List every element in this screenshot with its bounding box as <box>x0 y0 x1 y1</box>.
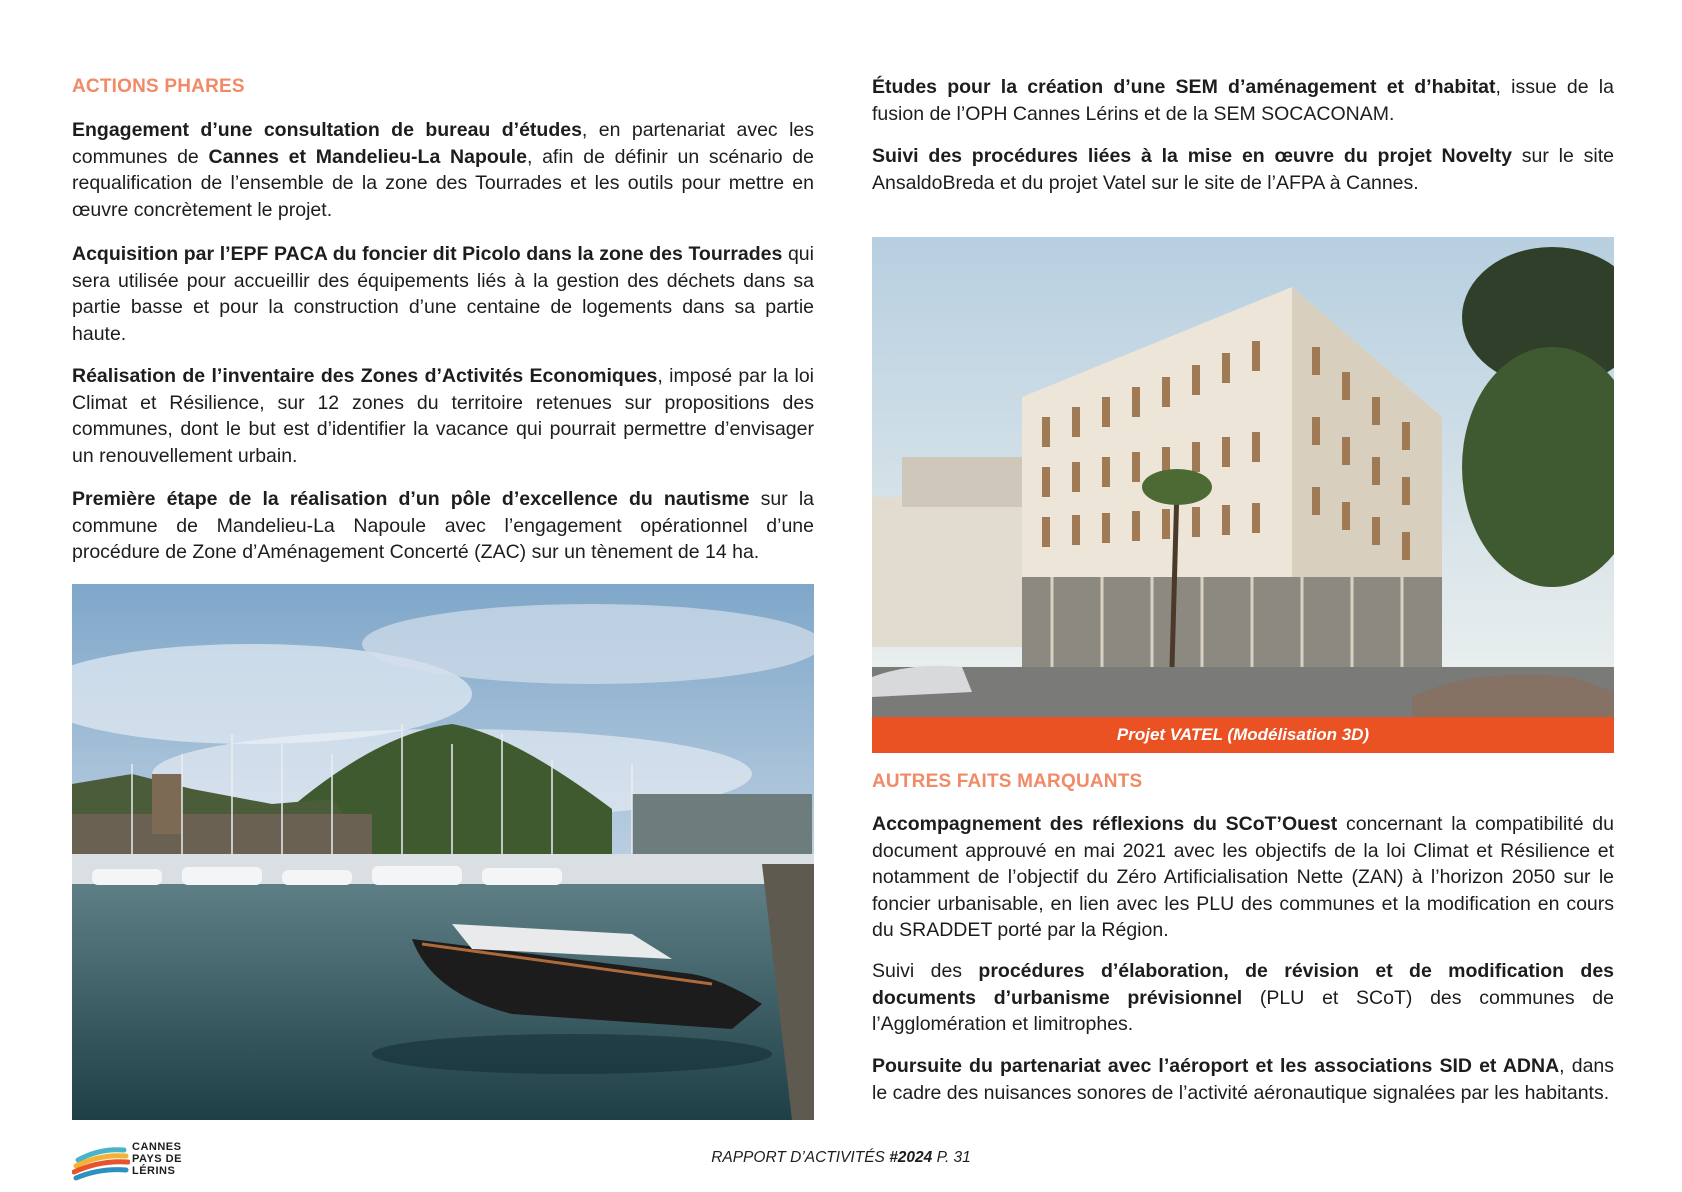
text: Suivi des <box>872 960 979 982</box>
bold-text: Cannes et Mandelieu-La Napoule <box>208 145 527 168</box>
paragraph-acquisition <box>72 241 814 347</box>
paragraph-scot <box>872 811 1614 944</box>
paragraph-aeroport <box>872 1053 1614 1106</box>
logo-line: CANNES <box>132 1141 182 1153</box>
text: , afin de définir un scénario de requalification de l’ensemble de la zone des Tourrades et les outils pour mettre en œuvre concrètement le projet. <box>72 145 814 221</box>
text: sur le site AnsaldoBreda et du projet Vatel sur le site de l’AFPA à Cannes. <box>872 145 1614 194</box>
bold-text: Suivi des procédures liées à la mise en œuvre du projet Novelty <box>872 145 1512 167</box>
report-label: RAPPORT D’ACTIVITÉS <box>711 1149 890 1166</box>
text: (PLU et SCoT) des communes de l’Agglomération et limitrophes. <box>872 986 1614 1035</box>
paragraph-inventaire <box>72 363 814 469</box>
paragraph-consultation <box>72 117 814 223</box>
text: , issue de la fusion de l’OPH Cannes Lérins et de la SEM SOCACONAM. <box>872 76 1614 125</box>
logo-line: PAYS DE <box>132 1153 182 1165</box>
text: concernant la compatibilité du document approuvé en mai 2021 avec les objectifs de la loi Climat et Résilience et notamment de l’objectif du Zéro Artificialisation Nette (ZAN) à l’horizon 2050 sur le foncier urbanisable, en lien avec les PLU des communes et la modification en cours du SRADDET porté par la Région. <box>872 813 1614 941</box>
harbor-photo <box>72 584 814 1120</box>
bold-text: Études pour la création d’une SEM d’aménagement et d’habitat <box>872 76 1496 98</box>
text: , dans le cadre des nuisances sonores de l’activité aéronautique signalées par les habitants. <box>872 1055 1615 1104</box>
bold-text: Accompagnement des réflexions du SCoT’Ouest <box>872 813 1338 835</box>
page-footer <box>0 1149 1682 1167</box>
paragraph-nautisme <box>72 486 814 566</box>
bold-text: Réalisation de l’inventaire des Zones d’Activités Economiques <box>72 365 658 387</box>
text: qui sera utilisée pour accueillir des équipements liés à la gestion des déchets dans sa partie basse et pour la construction d’une centaine de logements dans sa partie haute. <box>72 243 814 345</box>
text: , en partenariat avec les communes de <box>72 119 815 168</box>
paragraph-urbanisme <box>872 958 1614 1038</box>
text: , imposé par la loi Climat et Résilience, sur 12 zones du territoire retenues sur propositions des communes, dont le but est d’identifier la vacance qui pourrait permettre d’envisager un renouvellement urbain. <box>72 365 814 467</box>
bold-text: procédures d’élaboration, de révision et de modification des documents d’urbanisme prévisionnel <box>872 960 1615 1009</box>
section-title-autres-faits: AUTRES FAITS MARQUANTS <box>872 771 1143 792</box>
page-number: P. 31 <box>932 1149 971 1166</box>
vatel-building-render <box>872 237 1614 717</box>
report-year: #2024 <box>889 1149 933 1166</box>
bold-text: Engagement d’une consultation de bureau d’études <box>72 119 582 141</box>
image-caption: Projet VATEL (Modélisation 3D) <box>872 717 1614 753</box>
logo-line: LÉRINS <box>132 1165 176 1177</box>
text: sur la commune de Mandelieu-La Napoule avec l’engagement opérationnel d’une procédure de Zone d’Aménagement Concerté (ZAC) sur un tènement de 14 ha. <box>72 488 814 563</box>
paragraph-sem <box>872 74 1614 127</box>
bold-text: Première étape de la réalisation d’un pôle d’excellence du nautisme <box>72 488 750 510</box>
paragraph-novelty <box>872 143 1614 196</box>
bold-text: Poursuite du partenariat avec l’aéroport et les associations SID et ADNA <box>872 1055 1560 1077</box>
bold-text: Acquisition par l’EPF PACA du foncier dit Picolo dans la zone des Tourrades <box>72 243 783 265</box>
section-title-actions-phares: ACTIONS PHARES <box>72 76 245 97</box>
